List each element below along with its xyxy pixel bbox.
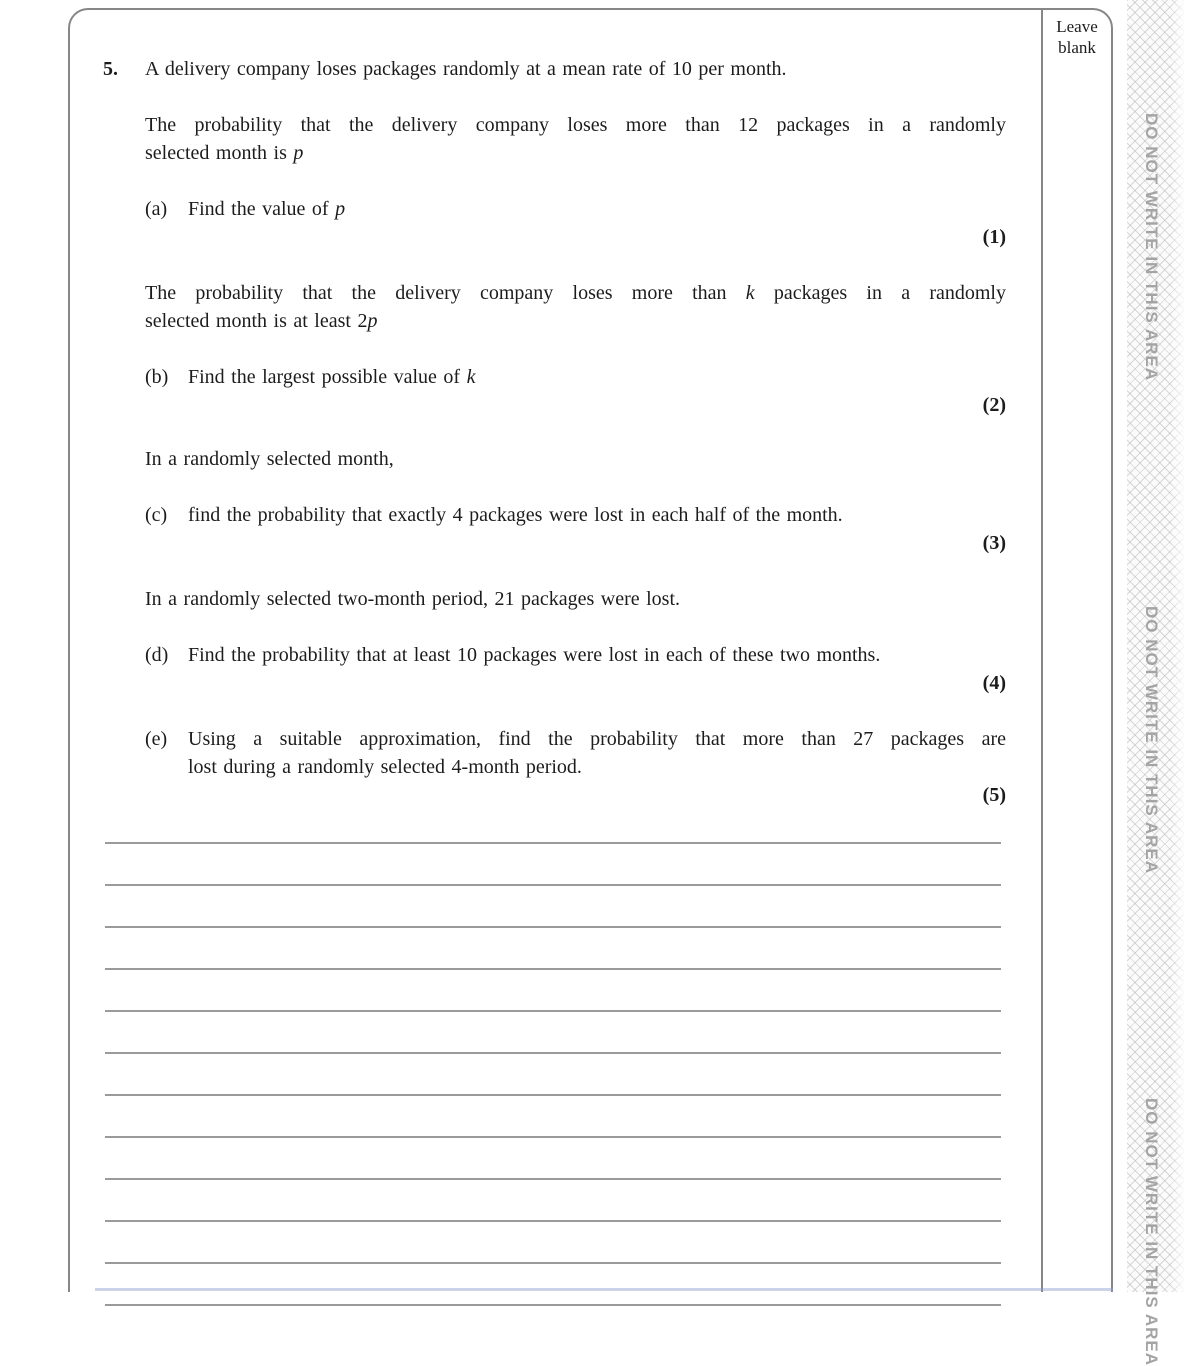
leave-blank-label: Leave blank: [1056, 17, 1098, 57]
paragraph-month: In a randomly selected month,: [145, 448, 394, 470]
part-c-label: (c): [145, 504, 168, 526]
part-e-line1: Using a suitable approximation, find the probability that more than 27 packages are: [188, 728, 1006, 750]
part-e-text: [188, 725, 1006, 781]
math-var-p: p: [293, 142, 304, 164]
answer-line: [105, 1096, 1001, 1138]
answer-line: [105, 928, 1001, 970]
do-not-write-text-middle: DO NOT WRITE IN THIS AREA: [1142, 606, 1161, 875]
do-not-write-text-bottom: DO NOT WRITE IN THIS AREA: [1142, 1098, 1161, 1366]
math-var-p: p: [367, 310, 378, 332]
question-frame: [68, 8, 1113, 1292]
paragraph-line: selected month is at least 2p: [145, 310, 378, 332]
paragraph-more-than-12: [145, 111, 1006, 167]
part-a-label: (a): [145, 198, 168, 220]
math-var-k: k: [745, 282, 755, 304]
part-b-label: (b): [145, 366, 169, 388]
paragraph-more-than-k: [145, 279, 1006, 335]
part-e-label: (e): [145, 728, 168, 750]
answer-line: [105, 970, 1001, 1012]
part-a-row: [145, 195, 1006, 223]
part-e-line2: lost during a randomly selected 4-month period.: [188, 756, 582, 778]
answer-line: [105, 1138, 1001, 1180]
answer-line: [105, 1054, 1001, 1096]
paragraph-line: The probability that the delivery company loses more than k packages in a randomly: [145, 282, 1006, 304]
part-e-row: [145, 725, 1006, 781]
part-a-text: Find the value of p: [188, 198, 346, 220]
answer-line: [105, 1012, 1001, 1054]
leave-blank-box: [1041, 10, 1111, 1292]
paragraph-line: selected month is p: [145, 142, 304, 164]
part-b-text: Find the largest possible value of k: [188, 366, 476, 388]
part-c-row: [145, 501, 1006, 529]
question-intro: A delivery company loses packages randomly at a mean rate of 10 per month.: [145, 58, 787, 80]
math-var-k: k: [466, 366, 476, 388]
question-content: [70, 10, 1041, 1306]
paragraph-line: The probability that the delivery company loses more than 12 packages in a randomly: [145, 114, 1006, 136]
part-d-text: Find the probability that at least 10 packages were lost in each of these two months.: [188, 644, 881, 666]
page-bottom-edge-line: [95, 1288, 1113, 1291]
answer-line: [105, 1180, 1001, 1222]
math-var-p: p: [335, 198, 346, 220]
marks-part-d: (4): [982, 672, 1006, 694]
part-d-row: [145, 641, 1006, 669]
part-c-text: find the probability that exactly 4 packages were lost in each half of the month.: [188, 504, 843, 526]
marks-part-c: (3): [982, 532, 1006, 554]
question-number: 5.: [103, 58, 118, 80]
part-b-row: [145, 363, 1006, 391]
answer-line: [105, 809, 1001, 844]
marks-part-a: (1): [982, 226, 1006, 248]
do-not-write-text-top: DO NOT WRITE IN THIS AREA: [1142, 113, 1161, 382]
answer-line: [105, 886, 1001, 928]
marks-part-e: (5): [982, 784, 1006, 806]
marks-part-b: (2): [982, 394, 1006, 416]
question-heading: [103, 55, 1006, 83]
answer-line: [105, 1222, 1001, 1264]
part-d-label: (d): [145, 644, 169, 666]
answer-line: [105, 1264, 1001, 1306]
answer-lines: [105, 809, 1001, 1306]
answer-line: [105, 844, 1001, 886]
paragraph-two-month: In a randomly selected two-month period, 21 packages were lost.: [145, 588, 681, 610]
